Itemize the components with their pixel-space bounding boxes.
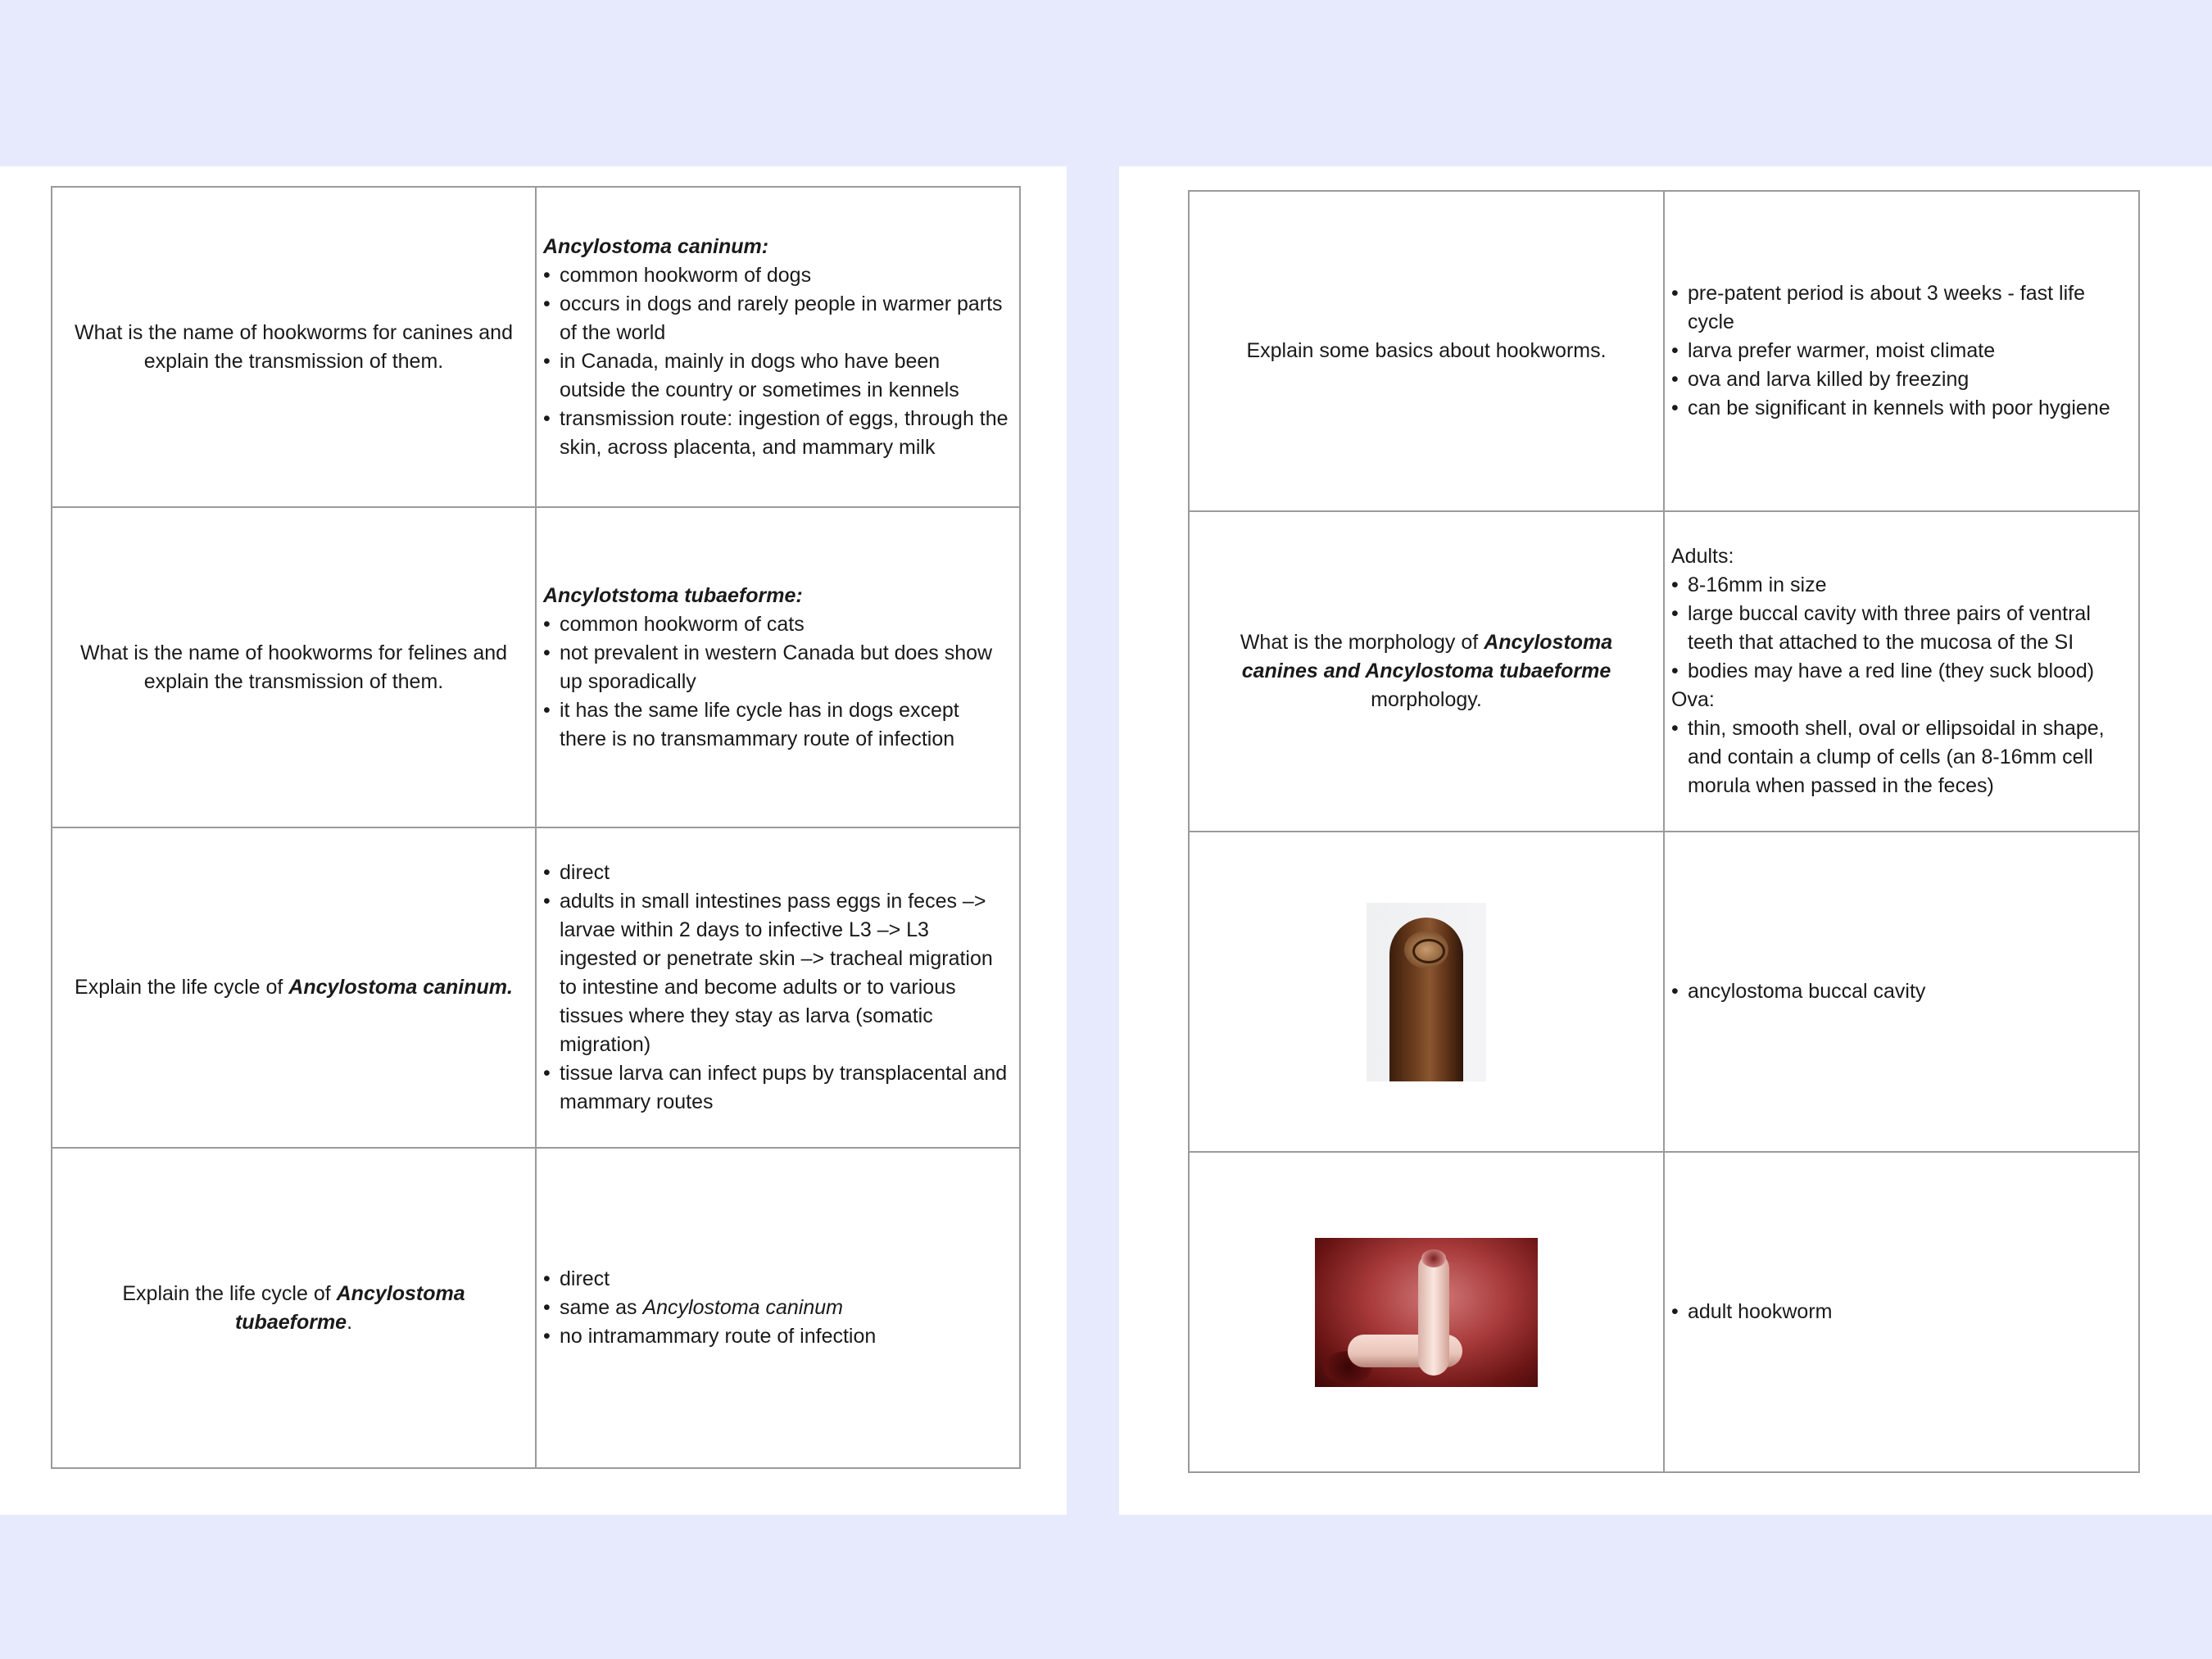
answer-heading: Ancylostoma caninum: [543, 234, 769, 258]
answer-list [1671, 1298, 2130, 1326]
answer-item: • not prevalent in western Canada but does show up sporadically [543, 639, 1011, 696]
answer-cell [1664, 511, 2139, 832]
flashcard-row [52, 1148, 1020, 1468]
left-page [0, 166, 1067, 1515]
question-emphasis: Ancylostoma tubaeforme [234, 1281, 465, 1334]
flashcard-table-right [1188, 190, 2140, 1473]
flashcard-row [52, 187, 1020, 507]
answer-item: • common hookworm of dogs [543, 261, 1011, 290]
flashcard-row [52, 507, 1020, 827]
answer-item: • no intramammary route of infection [543, 1322, 1011, 1351]
answer-item-text: same as [560, 1296, 643, 1319]
question-cell [52, 827, 536, 1148]
answer-cell [536, 827, 1020, 1148]
answer-item: • can be significant in kennels with poor hygiene [1671, 394, 2130, 423]
question-text: What is the name of hookworms for canines and explain the transmission of them. [75, 320, 513, 373]
answer-item: • adults in small intestines pass eggs in feces –> larvae within 2 days to infective L3 –> L3 ingested or penetrate skin –> tracheal migration to intestine and become adults or to various tissues where they stay as larva (somatic migration) [543, 887, 1011, 1059]
flashcard-row [1189, 1152, 2139, 1472]
question-text: What is the morphology of [1240, 631, 1484, 654]
answer-item [543, 1294, 1011, 1322]
answer-cell [536, 187, 1020, 507]
ova-label: Ova: [1671, 688, 1715, 711]
answer-heading: Ancylotstoma tubaeforme: [543, 583, 803, 607]
question-text: Explain some basics about hookworms. [1246, 339, 1607, 362]
answer-item: • larva prefer warmer, moist climate [1671, 337, 2130, 365]
hookworm-buccal-cavity-image [1367, 903, 1486, 1081]
adults-list [1671, 571, 2130, 686]
answer-item: • direct [543, 859, 1011, 887]
adults-label: Adults: [1671, 545, 1734, 568]
question-image-wrap [1201, 903, 1652, 1081]
question-cell [1189, 191, 1664, 511]
question-cell [52, 507, 536, 827]
answer-item: • tissue larva can infect pups by transplacental and mammary routes [543, 1059, 1011, 1117]
question-suffix: . [347, 1310, 353, 1334]
flashcard-row [52, 827, 1020, 1148]
answer-item: • thin, smooth shell, oval or ellipsoidal in shape, and contain a clump of cells (an 8-16mm cell morula when passed in the feces) [1671, 714, 2130, 800]
answer-item: • 8-16mm in size [1671, 571, 2130, 600]
question-suffix: morphology. [1371, 688, 1482, 711]
answer-list [543, 610, 1011, 754]
question-cell [52, 187, 536, 507]
answer-list [1671, 977, 2130, 1006]
answer-item: • common hookworm of cats [543, 610, 1011, 639]
ova-list [1671, 714, 2130, 800]
answer-item-emphasis: Ancylostoma caninum [642, 1296, 843, 1319]
answer-item: • ova and larva killed by freezing [1671, 365, 2130, 394]
flashcard-table-left [51, 186, 1021, 1469]
answer-item: • pre-patent period is about 3 weeks - fast life cycle [1671, 279, 2130, 337]
question-image-wrap [1201, 1238, 1652, 1387]
answer-cell [536, 1148, 1020, 1468]
question-emphasis: Ancylostoma caninum. [288, 976, 513, 999]
answer-item: • occurs in dogs and rarely people in warmer parts of the world [543, 290, 1011, 347]
right-page [1119, 166, 2212, 1515]
question-cell [1189, 1152, 1664, 1472]
adult-hookworm-image [1315, 1238, 1538, 1387]
flashcard-row [1189, 511, 2139, 832]
question-text: Explain the life cycle of [75, 976, 289, 999]
answer-list [543, 859, 1011, 1117]
answer-cell [1664, 191, 2139, 511]
answer-item: • large buccal cavity with three pairs of ventral teeth that attached to the mucosa of the SI [1671, 600, 2130, 657]
answer-item: • bodies may have a red line (they suck blood) [1671, 657, 2130, 686]
flashcard-row [1189, 832, 2139, 1152]
answer-item: • ancylostoma buccal cavity [1671, 977, 2130, 1006]
answer-item: • it has the same life cycle has in dogs except there is no transmammary route of infection [543, 696, 1011, 754]
question-cell [52, 1148, 536, 1468]
answer-list [543, 1265, 1011, 1351]
question-text: Explain the life cycle of [122, 1281, 337, 1305]
flashcard-row [1189, 191, 2139, 511]
question-emphasis: Ancylostoma canines and Ancylostoma tubaeforme [1241, 631, 1613, 682]
answer-item: • in Canada, mainly in dogs who have been outside the country or sometimes in kennels [543, 347, 1011, 405]
answer-cell [536, 507, 1020, 827]
answer-list [1671, 279, 2130, 423]
answer-item: • direct [543, 1265, 1011, 1294]
answer-item: • transmission route: ingestion of eggs, through the skin, across placenta, and mammary milk [543, 405, 1011, 462]
answer-list [543, 261, 1011, 462]
answer-cell [1664, 832, 2139, 1152]
question-cell [1189, 511, 1664, 832]
answer-cell [1664, 1152, 2139, 1472]
question-text: What is the name of hookworms for felines and explain the transmission of them. [79, 641, 508, 693]
answer-item: • adult hookworm [1671, 1298, 2130, 1326]
question-cell [1189, 832, 1664, 1152]
